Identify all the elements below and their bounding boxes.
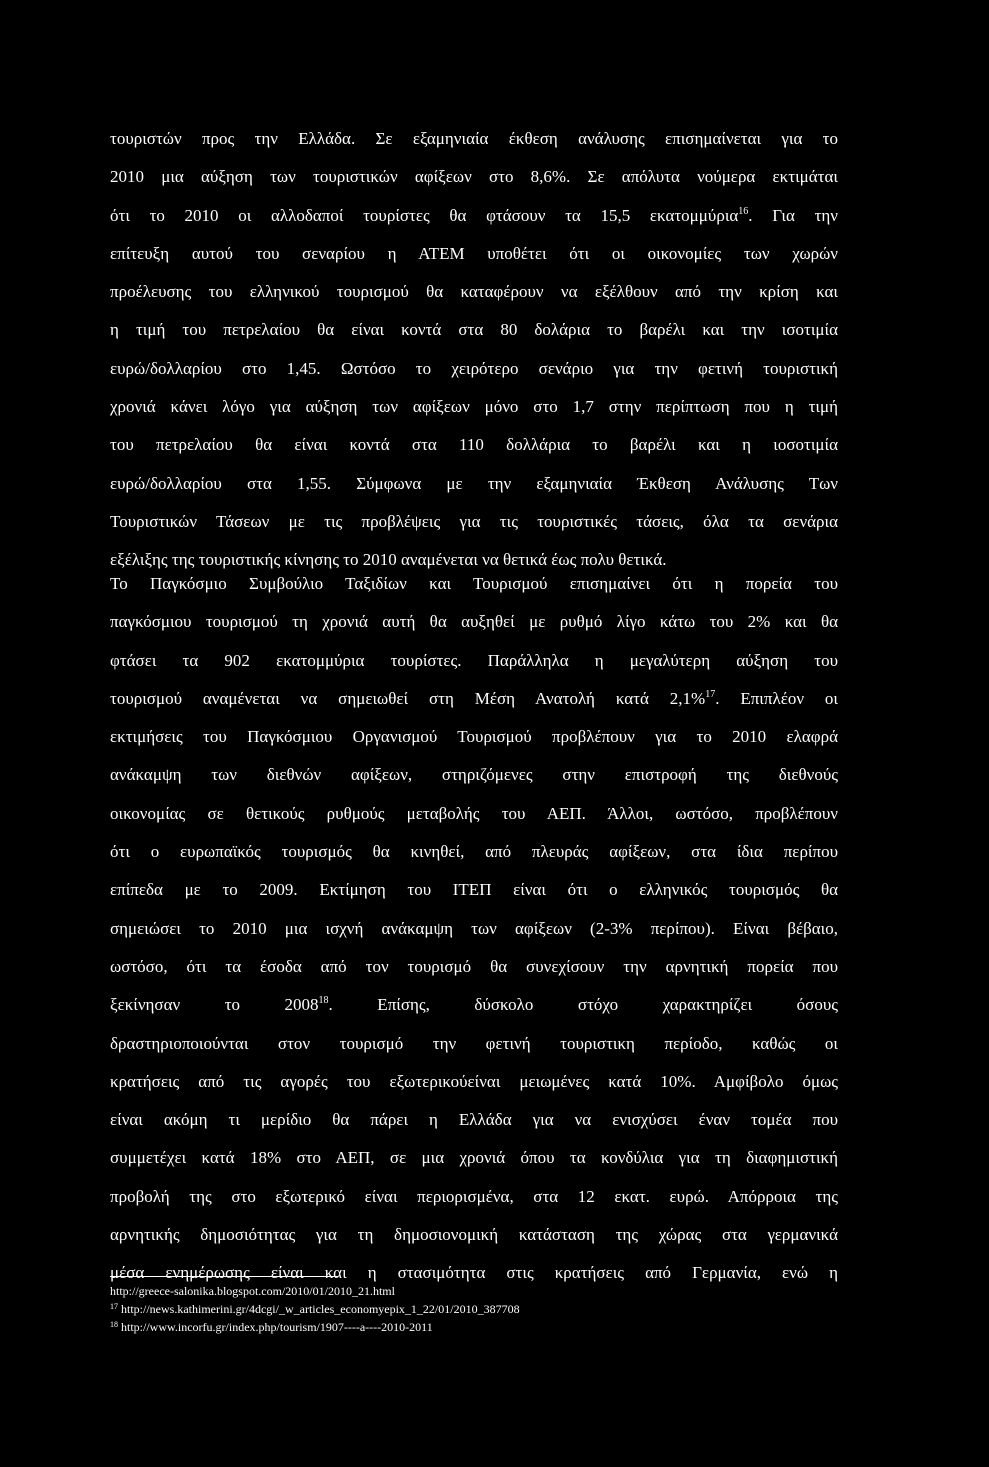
- text-line: επίτευξη αυτού του σεναρίου η ΑΤΕΜ υποθέτει ότι οι οικονομίες των χωρών: [110, 243, 838, 263]
- text-fragment: ότι το 2010 οι αλλοδαποί τουρίστες θα φτάσουν τα 15,5 εκατομμύρια: [110, 205, 739, 225]
- footnote-number: 18: [110, 1320, 118, 1329]
- text-line: επίπεδα με το 2009. Εκτίμηση του ΙΤΕΠ είναι ότι ο ελληνικός τουρισμός θα: [110, 880, 838, 900]
- footnote-text: http://news.kathimerini.gr/4dcgi/_w_articles_economyepix_1_22/01/2010_387708: [121, 1302, 520, 1316]
- footnotes: [110, 1282, 810, 1336]
- text-line: 2010 μια αύξηση των τουριστικών αφίξεων στο 8,6%. Σε απόλυτα νούμερα εκτιμάται: [110, 167, 838, 187]
- text-line: [110, 197, 838, 235]
- text-line: αρνητικής δημοσιότητας για τη δημοσιονομική κατάσταση της χώρας στα γερμανικά: [110, 1225, 838, 1245]
- footnote-text: http://greece-salonika.blogspot.com/2010/01/2010_21.html: [110, 1284, 395, 1298]
- text-line: Το Παγκόσμιο Συμβούλιο Ταξιδίων και Τουρισμού επισημαίνει ότι η πορεία του: [110, 574, 838, 593]
- footnote-ref-16: 16: [738, 205, 749, 217]
- footnote-ref-17: 17: [705, 688, 716, 700]
- text-line: ωστόσο, ότι τα έσοδα από τον τουρισμό θα συνεχίσουν την αρνητική πορεία που: [110, 956, 838, 976]
- text-line: δραστηριοποιούνται στον τουρισμό την φετινή τουριστικη περίοδο, καθώς οι: [110, 1033, 838, 1053]
- text-line: προέλευσης του ελληνικού τουρισμού θα καταφέρουν να εξέλθουν από την κρίση και: [110, 282, 838, 302]
- footnote-18: [110, 1318, 810, 1336]
- text-line: συμμετέχει κατά 18% στο ΑΕΠ, σε μια χρονιά όπου τα κονδύλια για τη διαφημιστική: [110, 1148, 838, 1168]
- text-line: παγκόσμιου τουρισμού τη χρονιά αυτή θα αυξηθεί με ρυθμό λίγο κάτω του 2% και θα: [110, 612, 838, 632]
- paragraph-1: [110, 120, 838, 580]
- footnote-17: [110, 1300, 810, 1318]
- footnote-text: http://www.incorfu.gr/index.php/tourism/1907----a----2010-2011: [121, 1320, 433, 1334]
- text-line: τουριστών προς την Ελλάδα. Σε εξαμηνιαία έκθεση ανάλυσης επισημαίνεται για το: [110, 129, 838, 148]
- footnote-number: 17: [110, 1302, 118, 1311]
- text-line: εξέλιξης της τουριστικής κίνησης το 2010 αναμένεται να θετικά έως πολυ θετικά.: [110, 550, 667, 570]
- text-line: [110, 986, 838, 1024]
- text-line: [110, 680, 838, 718]
- text-fragment: . Για την: [748, 205, 838, 225]
- footnote-separator: [110, 1276, 338, 1277]
- text-line: οικονομίας σε θετικούς ρυθμούς μεταβολής του ΑΕΠ. Άλλοι, ωστόσο, προβλέπουν: [110, 803, 838, 823]
- text-line: του πετρελαίου θα είναι κοντά στα 110 δολλάρια το βαρέλι και η ιοσοτιμία: [110, 435, 838, 455]
- text-line: εκτιμήσεις του Παγκόσμιου Οργανισμού Τουρισμού προβλέπουν για το 2010 ελαφρά: [110, 727, 838, 747]
- text-line: μέσα ενημέρωσης είναι και η στασιμότητα στις κρατήσεις από Γερμανία, ενώ η: [110, 1263, 838, 1283]
- text-line: σημειώσει το 2010 μια ισχνή ανάκαμψη των αφίξεων (2-3% περίπου). Είναι βέβαιο,: [110, 918, 838, 938]
- text-line: ευρώ/δολλαρίου στο 1,45. Ωστόσο το χειρότερο σενάριο για την φετινή τουριστική: [110, 358, 838, 378]
- text-line: ότι ο ευρωπαϊκός τουρισμός θα κινηθεί, από πλευράς αφίξεων, στα ίδια περίπου: [110, 842, 838, 862]
- text-line: Τουριστικών Τάσεων με τις προβλέψεις για τις τουριστικές τάσεις, όλα τα σενάρια: [110, 511, 838, 531]
- text-line: ανάκαμψη των διεθνών αφίξεων, στηριζόμενες στην επιστροφή της διεθνούς: [110, 765, 838, 785]
- footnote-16: [110, 1282, 810, 1300]
- footnote-ref-18: 18: [318, 995, 329, 1007]
- text-line: είναι ακόμη τι μερίδιο θα πάρει η Ελλάδα για να ενισχύσει έναν τομέα που: [110, 1110, 838, 1130]
- text-fragment: ξεκίνησαν το 2008: [110, 995, 319, 1015]
- text-fragment: τουρισμού αναμένεται να σημειωθεί στη Μέση Ανατολή κατά 2,1%: [110, 688, 706, 708]
- text-line: προβολή της στο εξωτερικό είναι περιορισμένα, στα 12 εκατ. ευρώ. Απόρροια της: [110, 1186, 838, 1206]
- text-fragment: . Επίσης, δύσκολο στόχο χαρακτηρίζει όσους: [328, 995, 838, 1015]
- paragraph-2: [110, 565, 838, 1293]
- text-line: φτάσει τα 902 εκατομμύρια τουρίστες. Παράλληλα η μεγαλύτερη αύξηση του: [110, 650, 838, 670]
- text-fragment: . Επιπλέον οι: [715, 688, 838, 708]
- text-line: ευρώ/δολλαρίου στα 1,55. Σύμφωνα με την εξαμηνιαία Έκθεση Ανάλυσης Των: [110, 473, 838, 493]
- text-line: κρατήσεις από τις αγορές του εξωτερικούείναι μειωμένες κατά 10%. Αμφίβολο όμως: [110, 1071, 838, 1091]
- text-line: η τιμή του πετρελαίου θα είναι κοντά στα 80 δολάρια το βαρέλι και την ισοτιμία: [110, 320, 838, 340]
- text-line: χρονιά κάνει λόγο για αύξηση των αφίξεων μόνο στο 1,7 στην περίπτωση που η τιμή: [110, 397, 838, 417]
